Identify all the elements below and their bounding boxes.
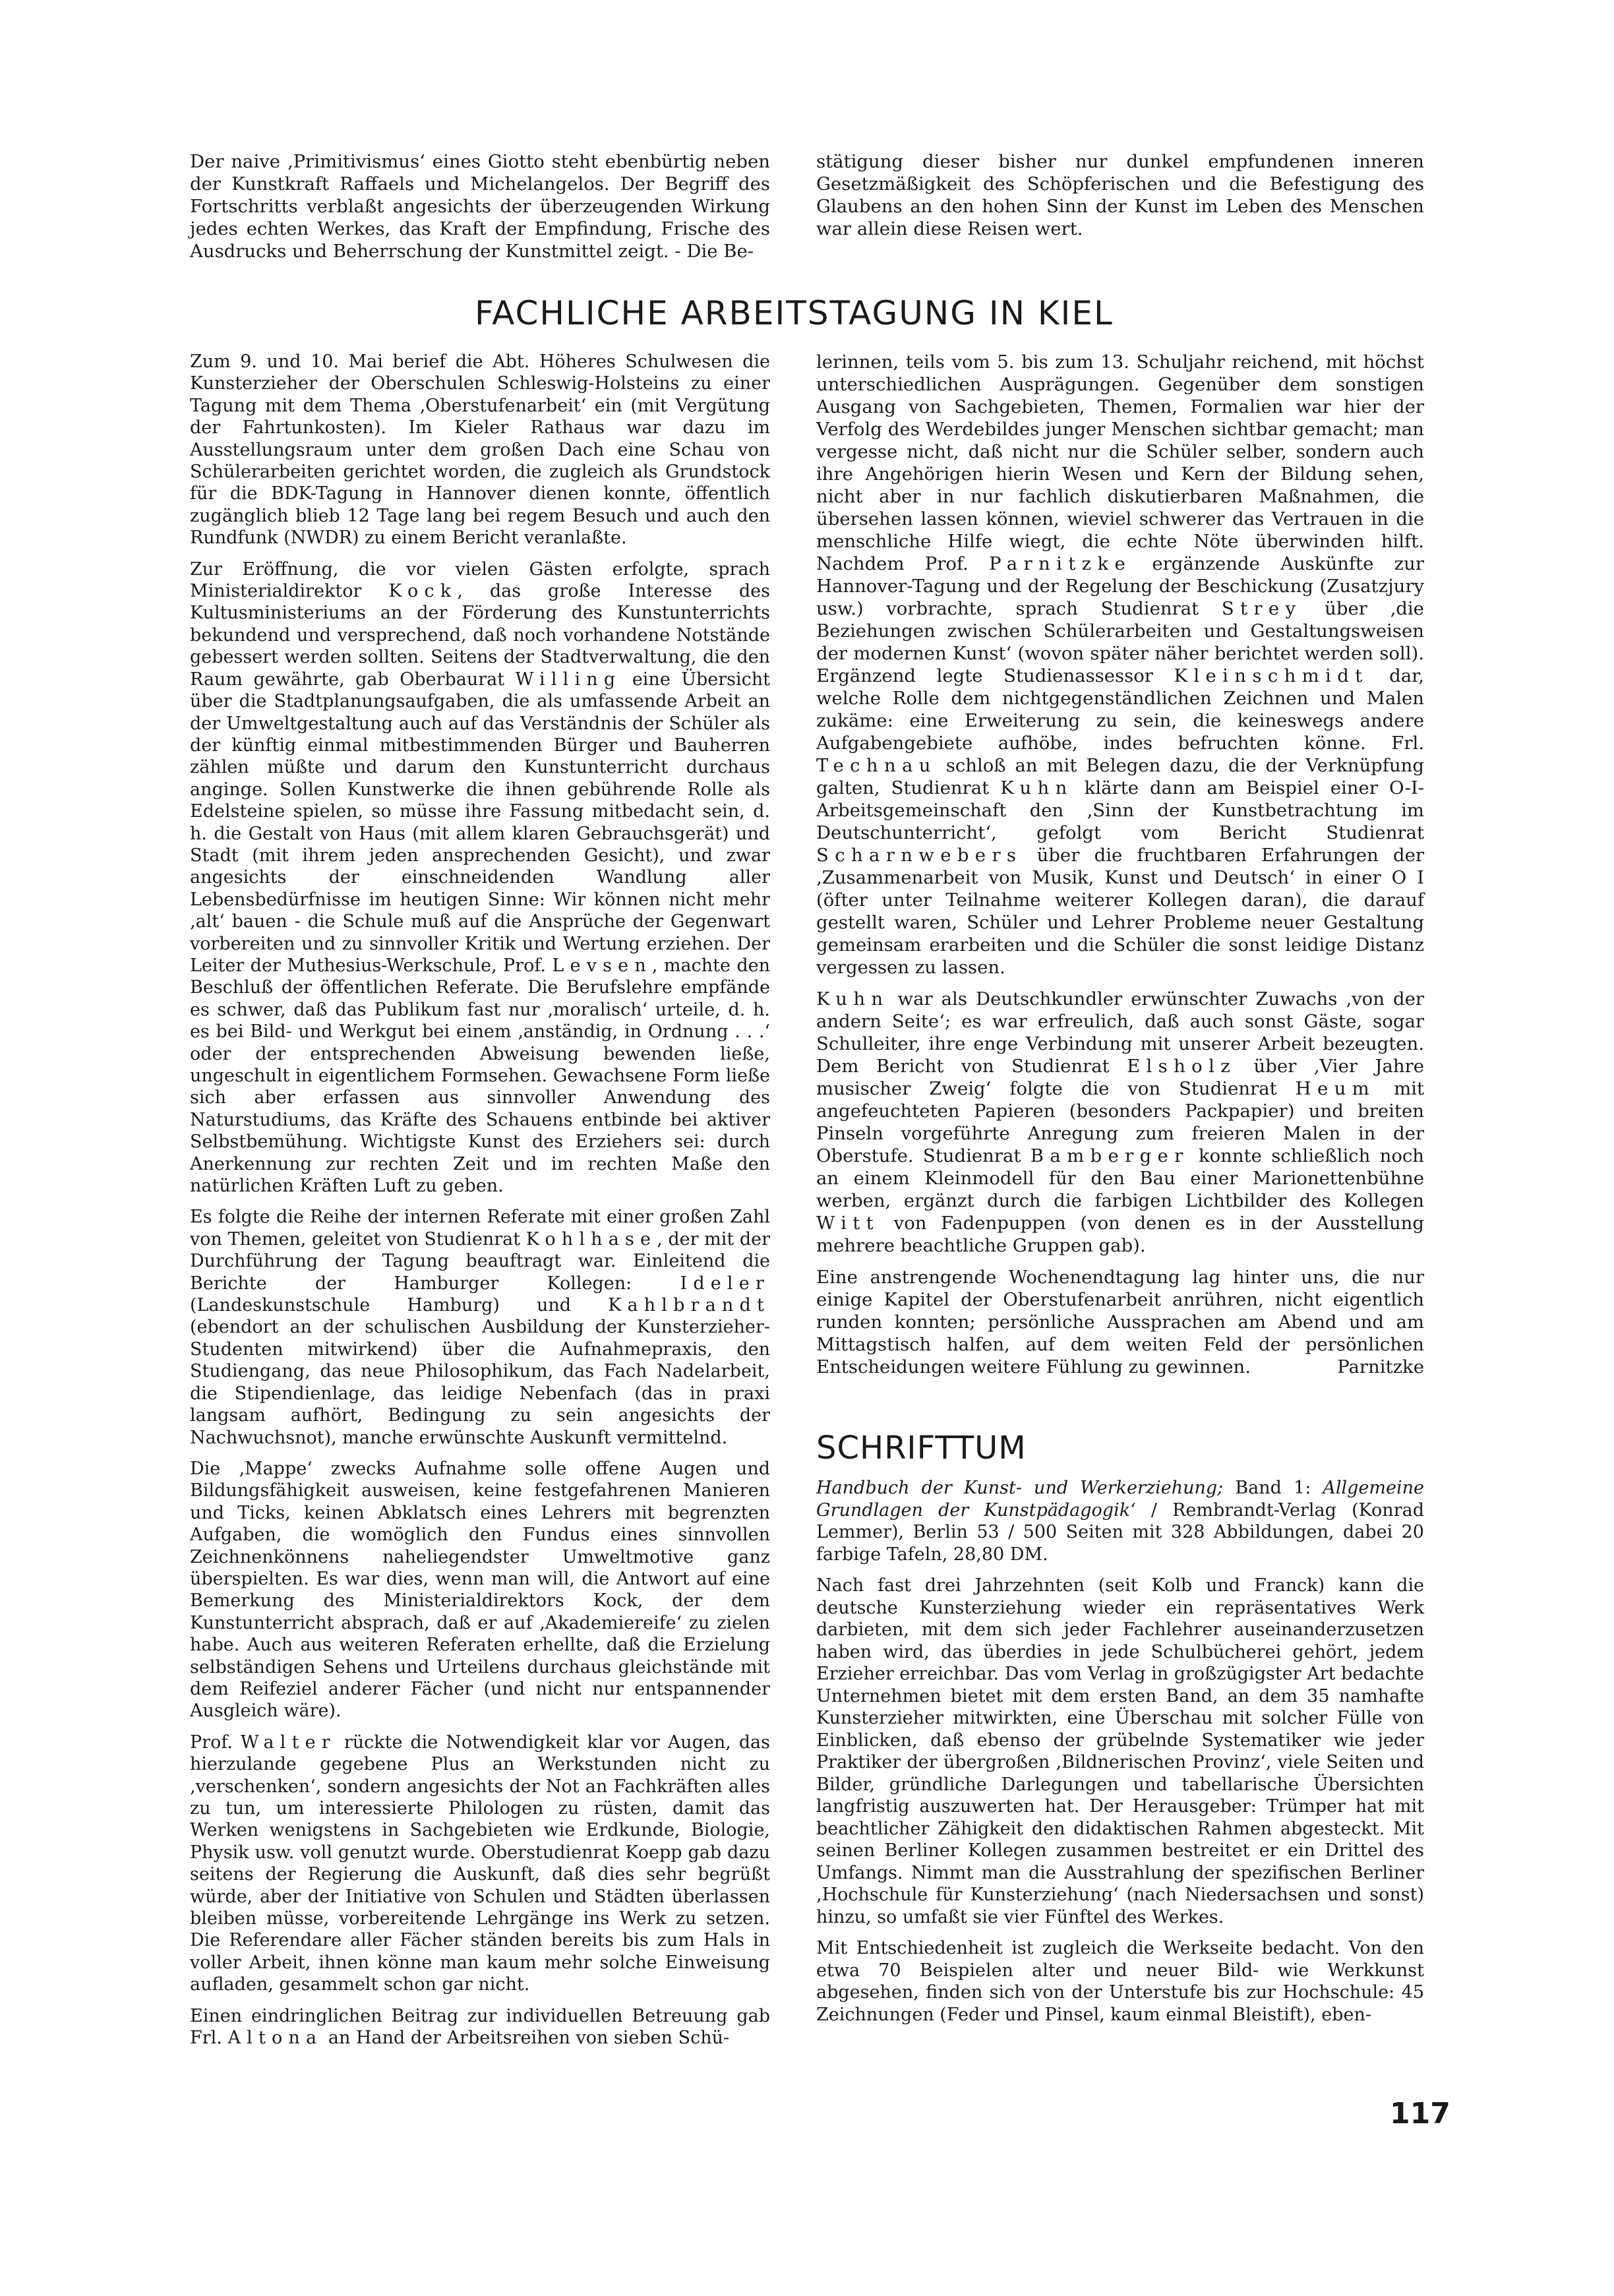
article-left-column bbox=[190, 351, 770, 2049]
article-heading: FACHLICHE ARBEITSTAGUNG IN KIEL bbox=[475, 294, 1114, 332]
intro-left-paragraph: Der naive ‚Primitivismus‘ eines Giotto steht ebenbürtig neben der Kunstkraft Raffaels und Michelangelos. Der Begriff des Fortschritts verblaßt angesichts der überzeugenden Wirkung jedes echten Werkes, das Kraft der Empfindung, Frische des Ausdrucks und Beherrschung der Kunstmittel zeigt. - Die Be- bbox=[190, 151, 770, 262]
article-paragraph: Die ‚Mappe‘ zwecks Aufnahme solle offene Augen und Bildungsfähigkeit ausweisen, keine festgefahrenen Manieren und Ticks, keinen Abklatsch eines Lehrers mit begrenzten Aufgaben, die womöglich den Fundus eines sinnvollen Zeichnenkönnens naheliegendster Umweltmotive ganz überspielten. Es war dies, wenn man will, die Antwort auf eine Bemerkung des Ministerialdirektors Kock, der dem Kunstunterricht absprach, daß er auf ‚Akademiereife‘ zu zielen habe. Auch aus weiteren Referaten erhellte, daß die Erzielung selbständigen Sehens und Urteilens durchaus gleichstände mit dem Reifeziel anderer Fächer (und nicht nur entspannender Ausgleich wäre). bbox=[190, 1458, 770, 1722]
author-signature: Parnitzke bbox=[1337, 1356, 1424, 1377]
article-paragraph: Zur Eröffnung, die vor vielen Gästen erfolgte, sprach Ministerialdirektor Kock, das große Interesse des Kultusministeriums an der Förderung des Kunstunterrichts bekundend und versprechend, daß noch vorhandene Notstände gebessert werden sollten. Seitens der Stadtverwaltung, die den Raum gewährte, gab Oberbaurat Willing eine Übersicht über die Stadtplanungsaufgaben, die als umfassende Arbeit an der Umweltgestaltung auch auf das Verständnis der Schüler als der künftig einmal mitbestimmenden Bürger und Bauherren zählen müßte und darum den Kunstunterricht durchaus anginge. Sollen Kunstwerke die ihnen gebührende Rolle als Edelsteine spielen, so müsse ihre Fassung mitbedacht sein, d. h. die Gestalt von Haus (mit allem klaren Gebrauchsgerät) und Stadt (mit ihrem jeden ansprechenden Gesicht), und zwar angesichts der einschneidenden Wandlung aller Lebensbedürfnisse im heutigen Sinne: Wir können nicht mehr ‚alt‘ bauen - die Schule muß auf die Ansprüche der Gegenwart vorbereiten und zu sinnvoller Kritik und Wertung erziehen. Der Leiter der Muthesius-Werkschule, Prof. Levsen, machte den Beschluß der öffentlichen Referate. Die Berufslehre empfände es schwer, daß das Publikum fast nur ‚moralisch‘ urteile, d. h. es bei Bild- und Werkgut bei einem ‚anständig, in Ordnung . . .‘ oder der entsprechenden Abweisung bewenden ließe, ungeschult in eigentlichem Formsehen. Gewachsene Form ließe sich aber erfassen aus sinnvoller Anwendung des Naturstudiums, das Kräfte des Schauens entbinde bei aktiver Selbstbemühung. Wichtigste Kunst des Erziehers sei: durch Anerkennung zur rechten Zeit und im rechten Maße den natürlichen Kräften Luft zu geben. bbox=[190, 559, 771, 1197]
article-paragraph: Es folgte die Reihe der internen Referate mit einer großen Zahl von Themen, geleitet von Studienrat Kohlhase, der mit der Durchführung der Tagung beauftragt war. Einleitend die Berichte der Hamburger Kollegen: Ideler (Landeskunstschule Hamburg) und Kahlbrandt (ebendort an der schulischen Ausbildung der Kunsterzieher-Studenten mitwirkend) über die Aufnahmepraxis, den Studiengang, das neue Philosophikum, das Fach Nadelarbeit, die Stipendienlage, das leidige Nebenfach (das in praxi langsam aufhört, Bedingung zu sein angesichts der Nachwuchsnot), manche erwünschte Auskunft vermittelnd. bbox=[190, 1207, 770, 1448]
person-name: Willing bbox=[515, 669, 622, 690]
person-name: Bamberger bbox=[1030, 1145, 1189, 1166]
article-paragraph: lerinnen, teils vom 5. bis zum 13. Schuljahr reichend, mit höchst unterschiedlichen Ausprägungen. Gegenüber dem sonstigen Ausgang von Sachgebieten, Themen, Formalien war hier der Verfolg des Werdebildes junger Menschen sichtbar gemacht; man vergesse nicht, daß nicht nur die Schüler selber, sondern auch ihre Angehörigen hierin Wesen und Kern der Bildung sehen, nicht aber in nur fachlich diskutierbaren Maßnahmen, die übersehen lassen können, wieviel schwerer das Vertrauen in die menschliche Hilfe wiegt, die echte Nöte überwinden hilft. Nachdem Prof. Parnitzke ergänzende Auskünfte zur Hannover-Tagung und der Regelung der Beschickung (Zusatzjury usw.) vorbrachte, sprach Studienrat Strey über ‚die Beziehungen zwischen Schülerarbeiten und Gestaltungsweisen der modernen Kunst‘ (wovon später näher berichtet werden soll). Ergänzend legte Studienassessor Kleinschmidt dar, welche Rolle dem nichtgegenständlichen Zeichnen und Malen zukäme: eine Erweiterung zu sein, die keineswegs andere Aufgabengebiete aufhöbe, indes befruchten könne. Frl. Technau schloß an mit Belegen dazu, die der Verknüpfung galten, Studienrat Kuhn klärte dann am Beispiel einer O-I-Arbeitsgemeinschaft den ‚Sinn der Kunstbetrachtung im Deutschunterricht‘, gefolgt vom Bericht Studienrat Scharnwebers über die fruchtbaren Erfahrungen der ‚Zusammenarbeit von Musik, Kunst und Deutsch‘ in einer O I (öfter unter Teilnahme weiterer Kollegen daran), die darauf gestellt waren, Schüler und Lehrer Probleme neuer Gestaltung gemeinsam erarbeiten und die Schüler die sonst leidige Distanz vergessen zu lassen. bbox=[816, 351, 1424, 978]
literature-column bbox=[816, 1477, 1424, 2026]
person-name: Witt bbox=[816, 1213, 880, 1234]
person-name: Technau bbox=[816, 755, 937, 776]
article-right-column bbox=[816, 351, 1424, 1378]
page-number: 117 bbox=[1390, 2097, 1450, 2130]
review-paragraph: Nach fast drei Jahrzehnten (seit Kolb und Franck) kann die deutsche Kunsterziehung wieder ein repräsentatives Werk darbieten, mit dem sich jeder Fachlehrer auseinanderzusetzen haben wird, das überdies in jede Schulbücherei gehört, jedem Erzieher erreichbar. Das vom Verlag in großzügigster Art bedachte Unternehmen bietet mit dem ersten Band, an dem 35 namhafte Kunsterzieher mitwirkten, eine Überschau mit solcher Fülle von Einblicken, daß ebenso der grübelnde Systematiker wie jeder Praktiker der übergroßen ‚Bildnerischen Provinz‘, viele Seiten und Bilder, gründliche Darlegungen und tabellarische Übersichten langfristig auszuwerten hat. Der Herausgeber: Trümper hat mit beachtlicher Zähigkeit den didaktischen Rahmen abgesteckt. Mit seinen Berliner Kollegen zusammen bestreitet er ein Drittel des Umfangs. Nimmt man die Ausstrahlung der spezifischen Berliner ‚Hochschule für Kunsterziehung‘ (nach Niedersachsen und sonst) hinzu, so umfaßt sie vier Fünftel des Werkes. bbox=[816, 1575, 1424, 1927]
article-paragraph: Einen eindringlichen Beitrag zur individuellen Betreuung gab Frl. Altona an Hand der Arbeitsreihen von sieben Schü- bbox=[190, 2005, 770, 2049]
intro-right-column bbox=[816, 150, 1424, 240]
review-paragraph: Mit Entschiedenheit ist zugleich die Werkseite bedacht. Von den etwa 70 Beispielen alter und neuer Bild- wie Werkkunst abgesehen, finden sich von der Unterstufe bis zur Hochschule: 45 Zeichnungen (Feder und Pinsel, kaum einmal Bleistift), eben- bbox=[816, 1938, 1424, 2025]
intro-right-paragraph: stätigung dieser bisher nur dunkel empfundenen inneren Gesetzmäßigkeit des Schöpferischen und die Befestigung des Glaubens an den hohen Sinn der Kunst im Leben des Menschen war allein diese Reisen wert. bbox=[816, 151, 1424, 239]
person-name: Levsen bbox=[552, 955, 652, 976]
literature-heading: SCHRIFTTUM bbox=[816, 1430, 1027, 1466]
article-paragraph: Prof. Walter rückte die Notwendigkeit klar vor Augen, das hierzulande gegebene Plus an Werkstunden nicht zu ‚verschenken‘, sondern angesichts der Not an Fachkräften alles zu tun, um interessierte Philologen zu rüsten, damit das Werken wenigstens in Sachgebieten wie Erdkunde, Biologie, Physik usw. voll genutzt wurde. Oberstudienrat Koepp gab dazu seitens der Regierung die Auskunft, daß dies sehr begrüßt würde, aber der Initiative von Schulen und Städten überlassen bleiben müsse, vorbereitende Lehrgänge ins Werk zu setzen. Die Referendare aller Fächer ständen bereits bis zum Hals in voller Arbeit, ihnen könne man kaum mehr solche Einweisung aufladen, gesammelt schon gar nicht. bbox=[190, 1732, 770, 1995]
person-name: Parnitzke bbox=[989, 553, 1132, 574]
person-name: Kohlhase bbox=[525, 1228, 657, 1250]
book-citation: Handbuch der Kunst- und Werkerziehung; Band 1: Allgemeine Grundlagen der Kunstpädagogik‘ / Rembrandt-Verlag (Konrad Lemmer), Berlin 53 / 500 Seiten mit 328 Abbildungen, dabei 20 farbige Tafeln, 28,80 DM. bbox=[816, 1478, 1424, 1565]
person-name: Kuhn bbox=[1000, 777, 1073, 799]
person-name: Kock bbox=[388, 581, 458, 602]
person-name: Altona bbox=[227, 2028, 323, 2049]
person-name: Scharnwebers bbox=[816, 845, 1023, 866]
person-name: Strey bbox=[1221, 598, 1302, 619]
person-name: Ideler bbox=[680, 1273, 770, 1294]
person-name: Kahlbrandt bbox=[608, 1295, 770, 1316]
person-name: Kuhn bbox=[816, 988, 889, 1010]
person-name: Kleinschmidt bbox=[1174, 665, 1369, 686]
person-name: Elsholz bbox=[1127, 1056, 1237, 1077]
person-name: Heum bbox=[1295, 1078, 1376, 1099]
intro-left-column bbox=[190, 150, 770, 262]
article-paragraph: Zum 9. und 10. Mai berief die Abt. Höheres Schulwesen die Kunsterzieher der Oberschulen Schleswig-Holsteins zu einer Tagung mit dem Thema ‚Oberstufenarbeit‘ ein (mit Vergütung der Fahrtunkosten). Im Kieler Rathaus war dazu im Ausstellungsraum unter dem großen Dach eine Schau von Schülerarbeiten gerichtet worden, die zugleich als Grundstock für die BDK-Tagung in Hannover dienen konnte, öffentlich zugänglich blieb 12 Tage lang bei regem Besuch und auch den Rundfunk (NWDR) zu einem Bericht veranlaßte. bbox=[190, 351, 770, 549]
article-paragraph: Kuhn war als Deutschkundler erwünschter Zuwachs ‚von der andern Seite‘; es war erfreulich, daß auch sonst Gäste, sogar Schulleiter, ihre enge Verbindung mit unserer Arbeit bezeugten. Dem Bericht von Studienrat Elsholz über ‚Vier Jahre musischer Zweig‘ folgte die von Studienrat Heum mit angefeuchteten Papieren (besonders Packpapier) und breiten Pinseln vorgeführte Anregung zum freieren Malen in der Oberstufe. Studienrat Bamberger konnte schließlich noch an einem Kleinmodell für den Bau einer Marionettenbühne werben, ergänzt durch die farbigen Lichtbilder des Kollegen Witt von Fadenpuppen (von denen es in der Ausstellung mehrere beachtliche Gruppen gab). bbox=[816, 988, 1425, 1256]
article-paragraph: Eine anstrengende Wochenendtagung lag hinter uns, die nur einige Kapitel der Oberstufenarbeit anrühren, nicht eigentlich runden konnten; persönliche Aussprachen am Abend und am Mittagstisch halfen, auf dem weiten Feld der persönlichen Entscheidungen weitere Fühlung zu gewinnen. Parnitzke bbox=[816, 1267, 1424, 1377]
person-name: Walter bbox=[240, 1732, 336, 1753]
